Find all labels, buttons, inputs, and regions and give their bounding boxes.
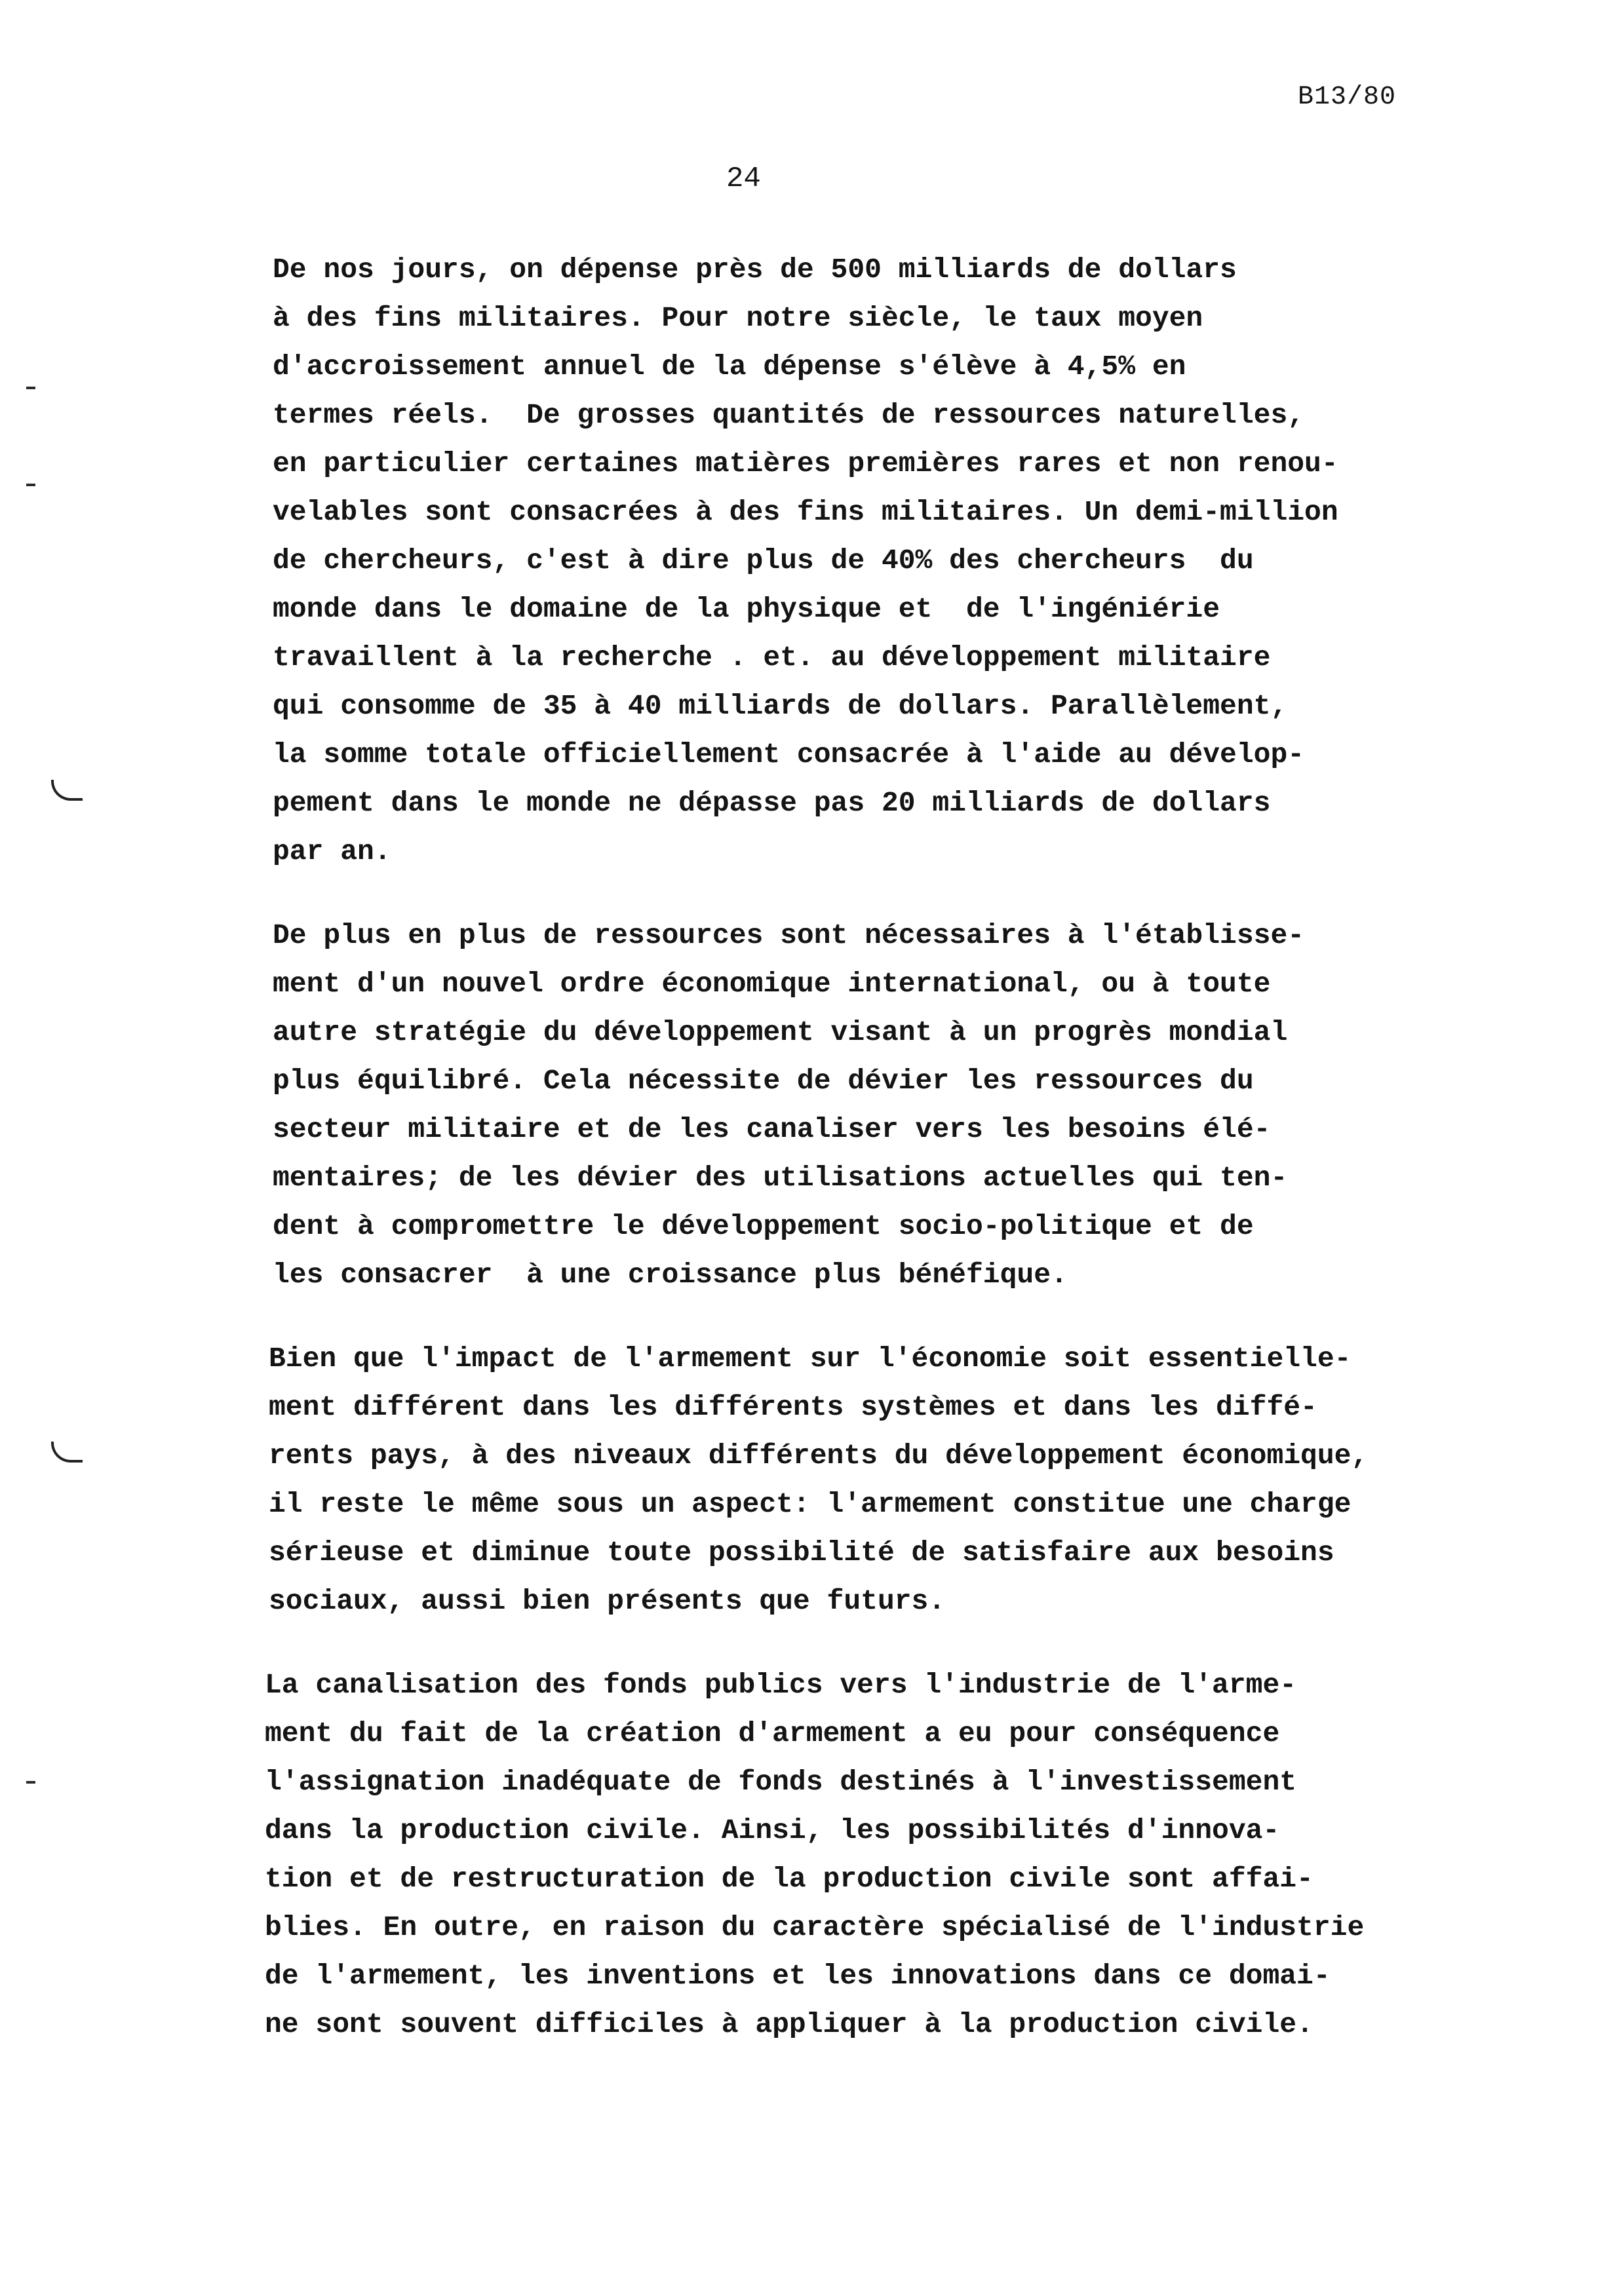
text-line: l'assignation inadéquate de fonds destinés à l'investissement (265, 1766, 1297, 1798)
text-line: ment d'un nouvel ordre économique international, ou à toute (273, 968, 1271, 1000)
text-line: qui consomme de 35 à 40 milliards de dollars. Parallèlement, (273, 690, 1288, 722)
text-line: autre stratégie du développement visant à un progrès mondial (273, 1016, 1288, 1048)
text-line: dent à compromettre le développement socio-politique et de (273, 1210, 1254, 1242)
text-line: ment du fait de la création d'armement a eu pour conséquence (265, 1717, 1280, 1750)
text-line: par an. (273, 835, 391, 868)
text-line: en particulier certaines matières premières rares et non renou- (273, 448, 1338, 480)
text-line: de l'armement, les inventions et les innovations dans ce domai- (265, 1960, 1331, 1992)
text-line: rents pays, à des niveaux différents du développement économique, (269, 1440, 1369, 1472)
text-line: De plus en plus de ressources sont nécessaires à l'établisse- (273, 919, 1305, 951)
text-line: plus équilibré. Cela nécessite de dévier les ressources du (273, 1065, 1254, 1097)
text-line: blies. En outre, en raison du caractère spécialisé de l'industrie (265, 1911, 1365, 1943)
margin-bracket-mark (51, 780, 83, 801)
page-number: 24 (726, 163, 761, 195)
document-reference: B13/80 (1298, 83, 1397, 112)
text-line: termes réels. De grosses quantités de ressources naturelles, (273, 399, 1305, 431)
text-line: travaillent à la recherche . et. au développement militaire (273, 641, 1271, 674)
margin-tick-mark (26, 387, 35, 389)
text-line: tion et de restructuration de la production civile sont affai- (265, 1863, 1313, 1895)
text-line: la somme totale officiellement consacrée à l'aide au dévelop- (273, 738, 1305, 771)
text-line: secteur militaire et de les canaliser vers les besoins élé- (273, 1113, 1271, 1145)
text-line: d'accroissement annuel de la dépense s'élève à 4,5% en (273, 351, 1186, 383)
text-line: dans la production civile. Ainsi, les possibilités d'innova- (265, 1814, 1280, 1846)
text-line: les consacrer à une croissance plus bénéfique. (273, 1259, 1068, 1291)
text-line: pement dans le monde ne dépasse pas 20 milliards de dollars (273, 787, 1271, 819)
text-line: mentaires; de les dévier des utilisations actuelles qui ten- (273, 1162, 1288, 1194)
text-line: monde dans le domaine de la physique et de l'ingéniérie (273, 593, 1220, 625)
text-line: La canalisation des fonds publics vers l'industrie de l'arme- (265, 1669, 1297, 1701)
margin-tick-mark (26, 484, 35, 486)
text-line: sociaux, aussi bien présents que futurs. (269, 1585, 946, 1617)
margin-bracket-mark (51, 1442, 83, 1463)
text-line: velables sont consacrées à des fins militaires. Un demi-million (273, 496, 1338, 528)
text-line: ment différent dans les différents systèmes et dans les diffé- (269, 1391, 1317, 1423)
margin-tick-mark (26, 1781, 35, 1784)
text-line: De nos jours, on dépense près de 500 milliards de dollars (273, 254, 1237, 286)
text-line: de chercheurs, c'est à dire plus de 40% des chercheurs du (273, 545, 1254, 577)
text-line: ne sont souvent difficiles à appliquer à la production civile. (265, 2008, 1313, 2040)
text-line: il reste le même sous un aspect: l'armement constitue une charge (269, 1488, 1352, 1520)
text-line: sérieuse et diminue toute possibilité de satisfaire aux besoins (269, 1537, 1334, 1569)
text-line: à des fins militaires. Pour notre siècle, le taux moyen (273, 302, 1203, 334)
text-line: Bien que l'impact de l'armement sur l'économie soit essentielle- (269, 1343, 1352, 1375)
